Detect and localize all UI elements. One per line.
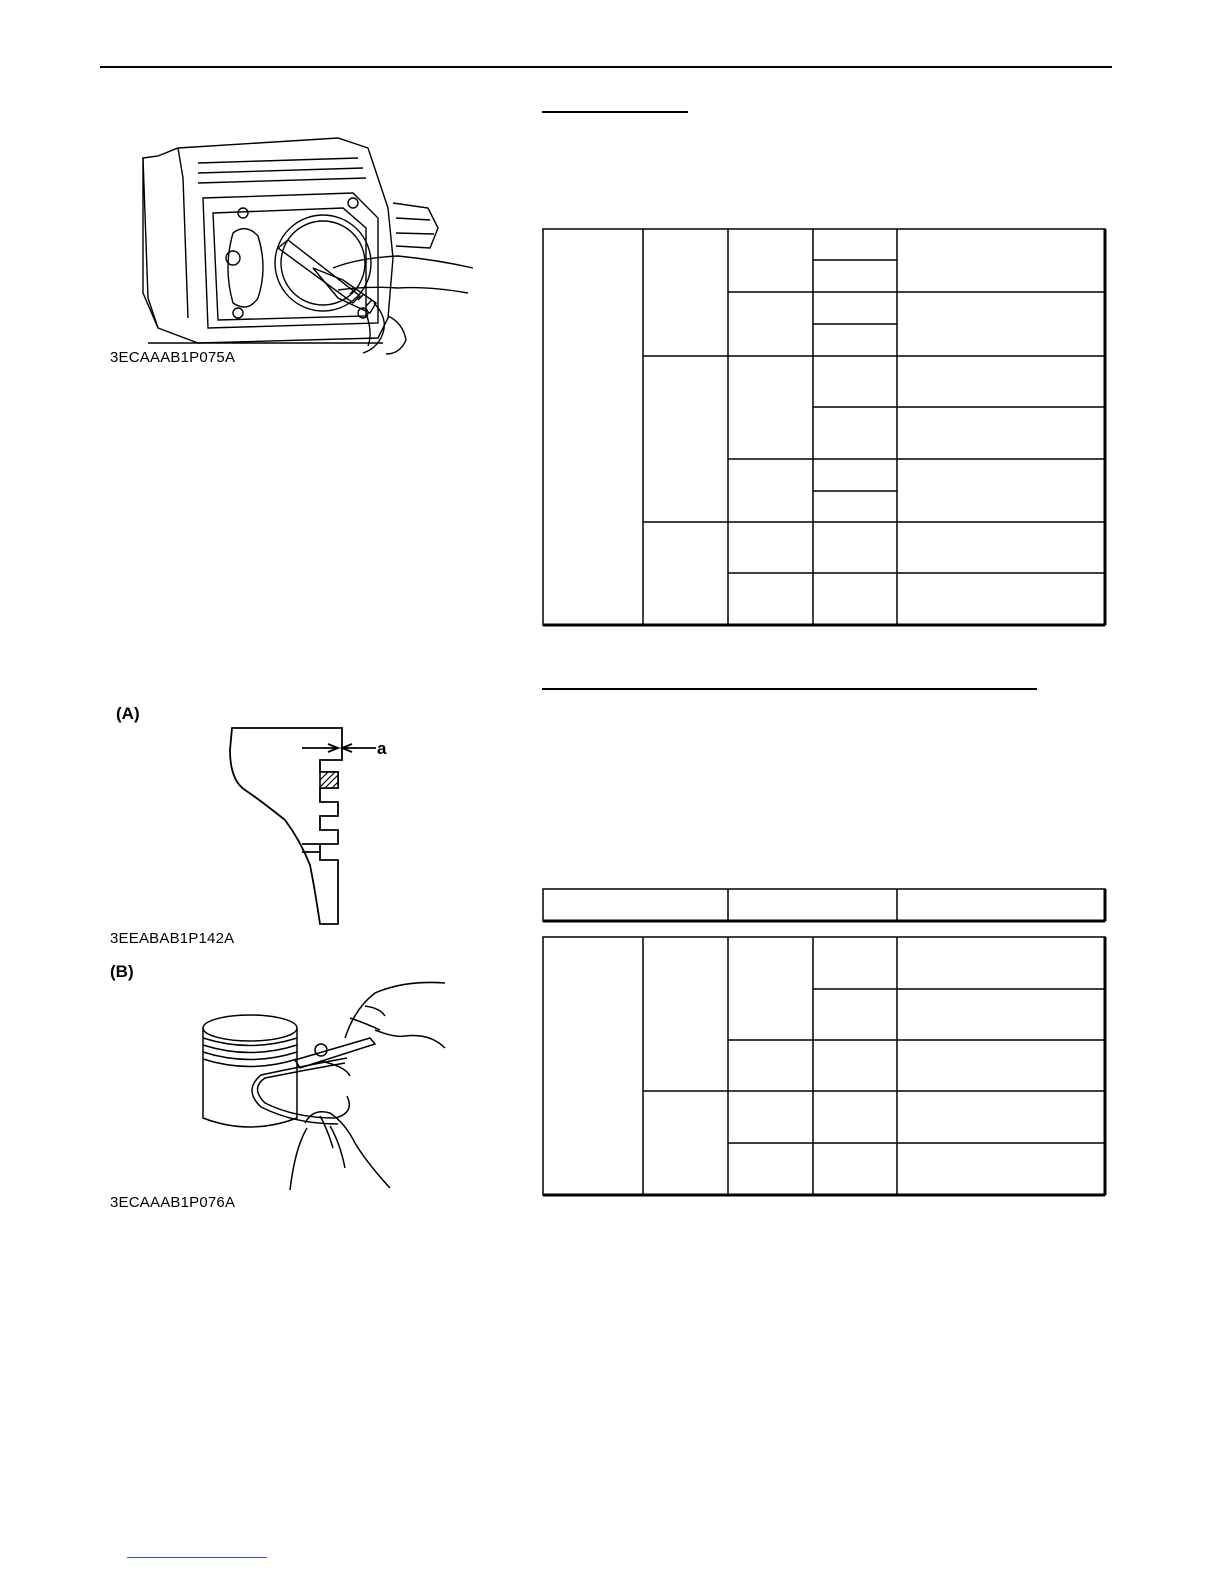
spec-table-1	[540, 226, 1110, 628]
dimension-a-label: a	[377, 739, 387, 758]
header-rule	[100, 66, 1112, 68]
spec-table-2	[540, 934, 1110, 1198]
figure-1-caption: 3ECAAAB1P075A	[110, 349, 236, 366]
piston-ring-measurement-illustration	[195, 978, 455, 1193]
figure-a-label: (A)	[116, 704, 140, 723]
figure-b-label: (B)	[110, 962, 134, 981]
footer-link-underline[interactable]	[127, 1557, 267, 1558]
piston-ring-groove-diagram	[220, 720, 400, 930]
figure-a-caption: 3EEABAB1P142A	[110, 930, 235, 947]
section-2-heading-underline	[542, 688, 1037, 690]
figure-b-caption: 3ECAAAB1P076A	[110, 1194, 236, 1211]
cylinder-measurement-illustration	[138, 118, 478, 358]
section-1-heading-underline	[542, 111, 688, 113]
spec-table-2-header	[540, 886, 1110, 926]
